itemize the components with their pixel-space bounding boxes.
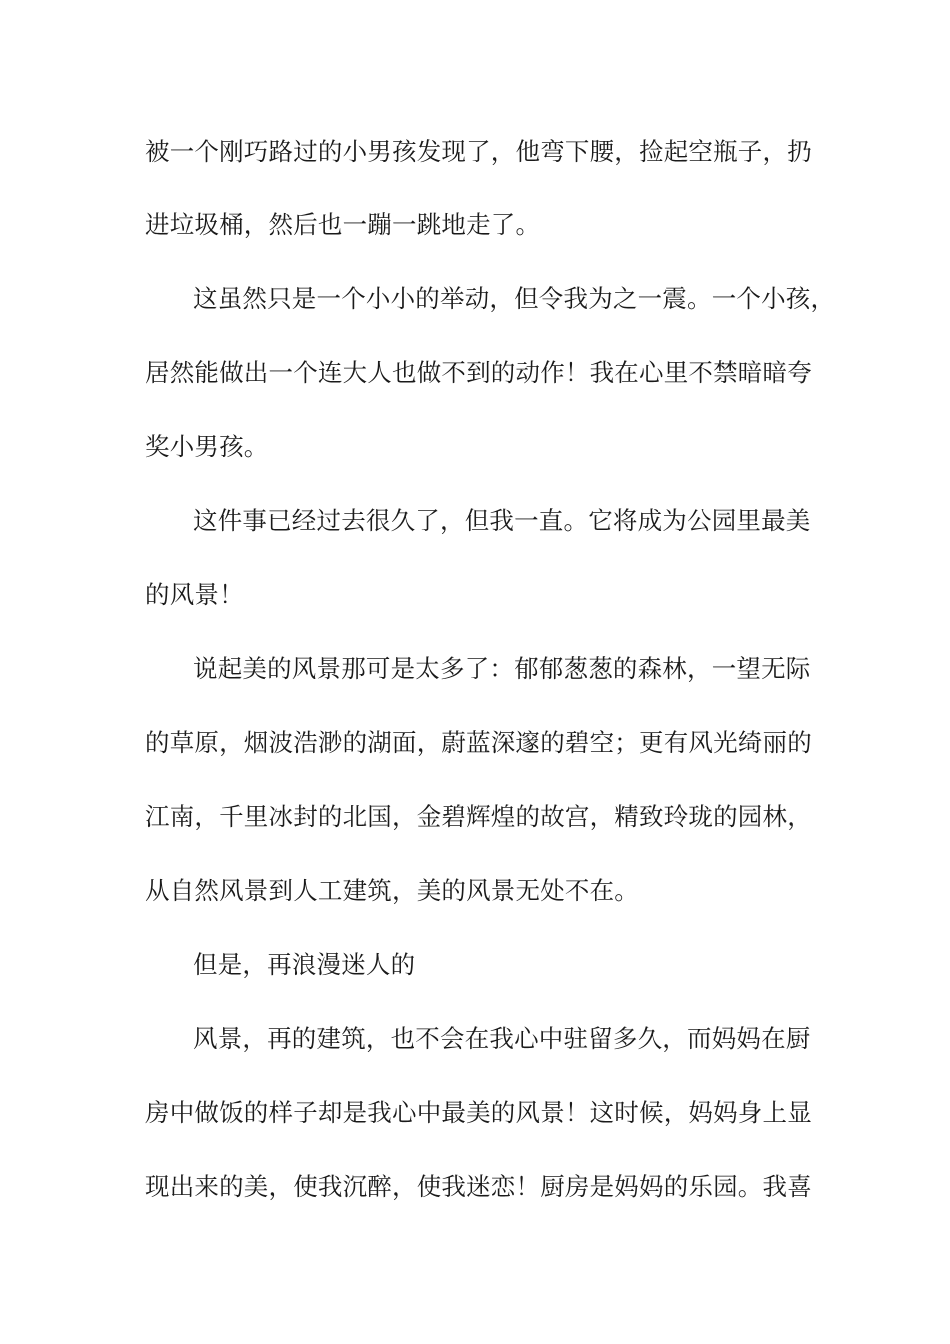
text-line: 奖小男孩。 <box>145 432 269 461</box>
text-line: 的草原，烟波浩渺的湖面，蔚蓝深邃的碧空；更有风光绮丽的 <box>145 728 812 757</box>
text-line: 被一个刚巧路过的小男孩发现了，他弯下腰，捡起空瓶子，扔 <box>145 137 812 166</box>
text-line: 的风景！ <box>145 580 244 609</box>
text-line: 江南，千里冰封的北国，金碧辉煌的故宫，精致玲珑的园林， <box>145 802 812 831</box>
paragraph-start-line: 这虽然只是一个小小的举动，但令我为之一震。一个小孩， <box>193 284 836 313</box>
text-line: 现出来的美，使我沉醉，使我迷恋！厨房是妈妈的乐园。我喜 <box>145 1172 812 1201</box>
paragraph-start-line: 这件事已经过去很久了，但我一直。它将成为公园里最美 <box>193 506 811 535</box>
text-line: 居然能做出一个连大人也做不到的动作！我在心里不禁暗暗夸 <box>145 358 812 387</box>
text-line: 从自然风景到人工建筑，美的风景无处不在。 <box>145 876 639 905</box>
paragraph-start-line: 说起美的风景那可是太多了：郁郁葱葱的森林，一望无际 <box>193 654 811 683</box>
paragraph-start-line: 风景，再的建筑，也不会在我心中驻留多久，而妈妈在厨 <box>193 1024 811 1053</box>
text-line: 房中做饭的样子却是我心中最美的风景！这时候，妈妈身上显 <box>145 1098 812 1127</box>
paragraph-start-line: 但是，再浪漫迷人的 <box>193 950 416 979</box>
text-line: 进垃圾桶，然后也一蹦一跳地走了。 <box>145 210 541 239</box>
